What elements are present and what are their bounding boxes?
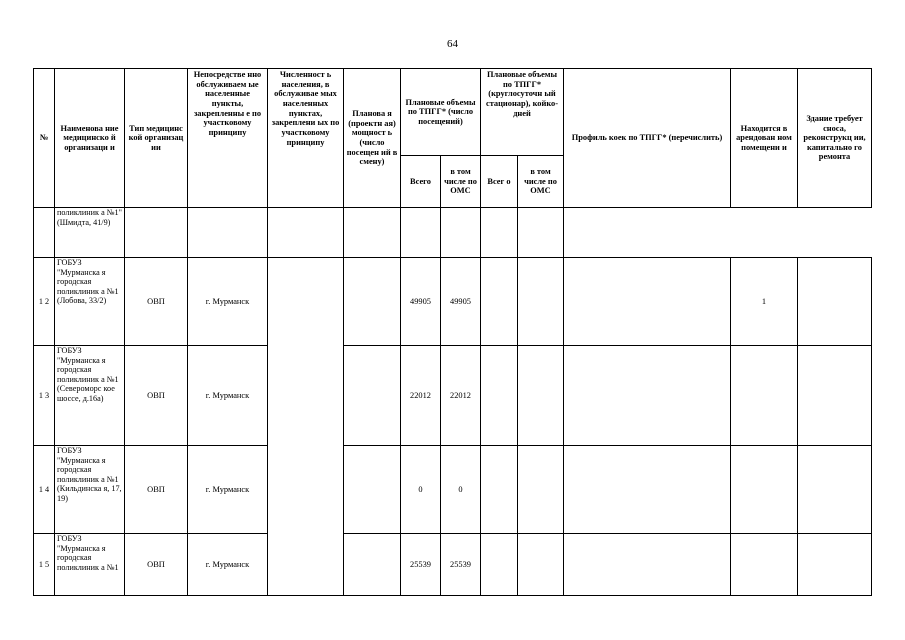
- header-num: №: [34, 69, 55, 208]
- table-row: [34, 534, 872, 596]
- cell-building-repair: [798, 446, 872, 534]
- cell-bed-profile: [564, 534, 731, 596]
- cell-visits-oms: 0: [441, 446, 481, 534]
- cell-type: ОВП: [125, 446, 188, 534]
- cell-visits-total: 49905: [401, 258, 441, 346]
- cell-organization-name: ГОБУЗ "Мурманска я городская поликлиник а №1 (Лобова, 33/2): [55, 258, 125, 346]
- cell-num: 1 2: [34, 258, 55, 346]
- cell-settlement: г. Мурманск: [188, 346, 268, 446]
- cell-capacity: [344, 258, 401, 346]
- cell-num: [34, 208, 55, 258]
- header-visits-total: Всего: [401, 156, 441, 208]
- cell-bed-profile: [441, 208, 481, 258]
- header-capacity: Планова я (проектн ая) мощност ь (число посещен ий в смену): [344, 69, 401, 208]
- header-planned-beds: Плановые объемы по ТПГГ* (круглосуточн ый стационар), койко-дней: [481, 69, 564, 156]
- cell-visits-oms: 49905: [441, 258, 481, 346]
- header-planned-visits: Плановые объемы по ТПГГ* (число посещений): [401, 69, 481, 156]
- cell-building-repair: [798, 258, 872, 346]
- cell-building-repair: [798, 534, 872, 596]
- header-organization-name: Наименова ние медицинско й организаци и: [55, 69, 125, 208]
- cell-capacity: [344, 446, 401, 534]
- facilities-table: [33, 68, 872, 596]
- cell-beds-total: [481, 346, 518, 446]
- table-row: [34, 446, 872, 534]
- cell-num: 1 4: [34, 446, 55, 534]
- table-row: [34, 258, 872, 346]
- header-bed-profile: Профиль коек по ТПГГ* (перечислить): [564, 69, 731, 208]
- cell-bed-profile: [564, 346, 731, 446]
- cell-type: ОВП: [125, 534, 188, 596]
- cell-capacity: [344, 346, 401, 446]
- cell-organization-name: ГОБУЗ "Мурманска я городская поликлиник а №1: [55, 534, 125, 596]
- cell-organization-name: ГОБУЗ "Мурманска я городская поликлиник а №1 (Североморс кое шоссе, д.16а): [55, 346, 125, 446]
- header-visits-oms: в том числе по ОМС: [441, 156, 481, 208]
- cell-beds-oms: [518, 446, 564, 534]
- cell-num: 1 3: [34, 346, 55, 446]
- header-building-repair: Здание требует сноса, реконструкц ии, капитально го ремонта: [798, 69, 872, 208]
- cell-beds-oms: [401, 208, 441, 258]
- cell-settlement: г. Мурманск: [188, 258, 268, 346]
- cell-beds-total: [481, 446, 518, 534]
- cell-visits-total: 25539: [401, 534, 441, 596]
- cell-leased: [731, 446, 798, 534]
- cell-beds-oms: [518, 534, 564, 596]
- cell-visits-total: 0: [401, 446, 441, 534]
- cell-type: [125, 208, 188, 258]
- cell-visits-oms: 22012: [441, 346, 481, 446]
- cell-organization-name: поликлиник а №1" (Шмидта, 41/9): [55, 208, 125, 258]
- header-leased: Находится в арендован ном помещени и: [731, 69, 798, 208]
- cell-bed-profile: [564, 258, 731, 346]
- cell-leased: [481, 208, 518, 258]
- cell-visits-total: 22012: [401, 346, 441, 446]
- cell-type: ОВП: [125, 346, 188, 446]
- header-beds-oms: в том числе по ОМС: [518, 156, 564, 208]
- cell-building-repair: [798, 346, 872, 446]
- cell-leased: 1: [731, 258, 798, 346]
- cell-settlement: г. Мурманск: [188, 534, 268, 596]
- cell-organization-name: ГОБУЗ "Мурманска я городская поликлиник а №1 (Кильдинска я, 17, 19): [55, 446, 125, 534]
- cell-num: 1 5: [34, 534, 55, 596]
- cell-capacity: [268, 208, 344, 258]
- cell-visits-oms: 25539: [441, 534, 481, 596]
- cell-bed-profile: [564, 446, 731, 534]
- header-settlements: Непосредстве нно обслуживаем ые населенные пункты, закрепленны е по участковому принципу: [188, 69, 268, 208]
- cell-beds-total: [344, 208, 401, 258]
- table-row: [34, 346, 872, 446]
- table-row: [34, 208, 872, 258]
- cell-settlement: [188, 208, 268, 258]
- cell-building-repair: [518, 208, 564, 258]
- cell-beds-total: [481, 258, 518, 346]
- header-beds-total: Всег о: [481, 156, 518, 208]
- cell-leased: [731, 346, 798, 446]
- cell-beds-oms: [518, 258, 564, 346]
- cell-leased: [731, 534, 798, 596]
- cell-settlement: г. Мурманск: [188, 446, 268, 534]
- cell-type: ОВП: [125, 258, 188, 346]
- header-population: Численност ь населения, в обслуживае мых населенных пунктах, закреплени ых по участковому принципу: [268, 69, 344, 208]
- header-organization-type: Тип медицинс кой организац ии: [125, 69, 188, 208]
- cell-beds-total: [481, 534, 518, 596]
- cell-population: [268, 258, 344, 596]
- page-number: 64: [447, 38, 458, 50]
- cell-beds-oms: [518, 346, 564, 446]
- cell-capacity: [344, 534, 401, 596]
